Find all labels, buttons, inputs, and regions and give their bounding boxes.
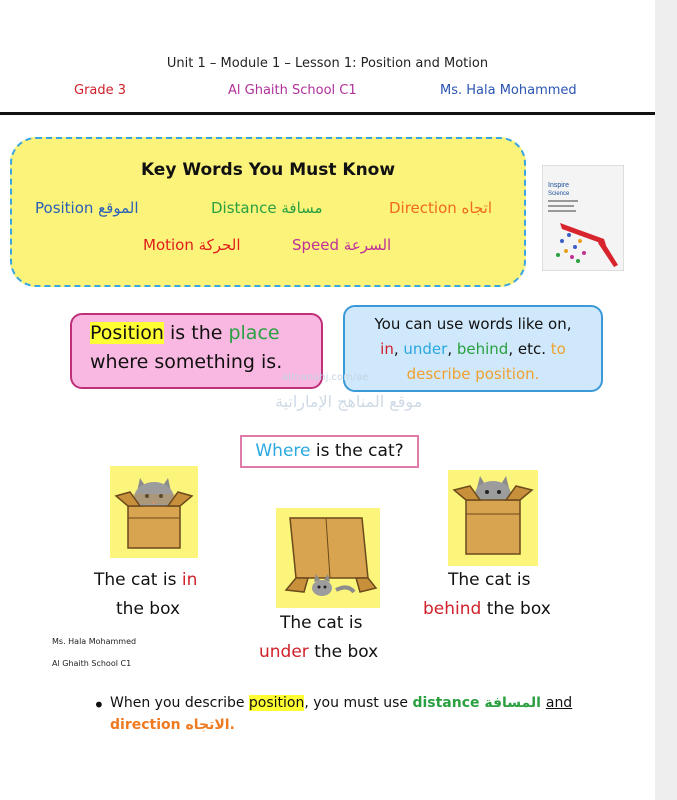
cat-behind-box-image: [448, 470, 538, 566]
signature-name: Ms. Hala Mohammed: [52, 637, 137, 646]
definition-is-the: is the: [163, 322, 229, 344]
definition-keyword: Position: [90, 322, 164, 344]
keyword-direction: Direction اتجاه: [389, 199, 493, 217]
caption-in-word: in: [181, 570, 198, 590]
bullet-point: •: [93, 693, 105, 717]
caption-in-start: The cat is: [94, 570, 182, 590]
header-divider: [0, 112, 655, 115]
question-text: [240, 441, 419, 461]
note-part1: When you describe: [110, 695, 249, 711]
signature-school: Al Ghaith School C1: [52, 659, 132, 668]
tip-word-under: under: [403, 340, 448, 358]
keyword-distance: Distance مسافة: [211, 199, 323, 217]
note-line-1: [110, 695, 572, 711]
grade-label: Grade 3: [74, 83, 127, 98]
note-direction-arabic: الاتجاه.: [180, 717, 235, 733]
note-distance-arabic: المسافة: [479, 695, 546, 711]
tip-line-3: describe position.: [406, 365, 540, 383]
tip-line-2: in, under, behind, etc. to: [380, 340, 566, 358]
definition-place: place: [228, 322, 280, 344]
tip-line-1: You can use words like on,: [374, 315, 572, 333]
right-margin-bar: [655, 0, 677, 800]
caption-in-line-2: the box: [116, 599, 181, 619]
book-brand: Inspire: [548, 182, 570, 189]
cat-in-box-image: [110, 466, 198, 558]
note-distance: distance: [412, 695, 480, 711]
caption-under-line-2: [259, 642, 378, 662]
note-and: and: [545, 695, 573, 711]
tip-word-in: in: [380, 340, 394, 358]
question-rest: is the cat?: [310, 441, 404, 461]
definition-line-2: where something is.: [90, 351, 283, 373]
book-subject: Science: [548, 191, 570, 197]
keyword-speed: Speed السرعة: [292, 236, 392, 254]
keyword-position: Position الموقع: [35, 199, 139, 217]
definition-line-1: [90, 322, 280, 344]
lesson-title: Unit 1 – Module 1 – Lesson 1: Position and Motion: [166, 56, 489, 71]
caption-behind-word: behind: [423, 599, 482, 619]
note-part2: , you must use: [304, 695, 413, 711]
caption-under-line-1: The cat is: [280, 613, 363, 633]
caption-behind-end: the box: [481, 599, 551, 619]
caption-behind-line-2: [423, 599, 551, 619]
watermark-url: almanahj.com/ae: [282, 372, 369, 383]
school-label: Al Ghaith School C1: [228, 83, 357, 98]
caption-behind-line-1: The cat is: [448, 570, 531, 590]
question-where: Where: [255, 441, 311, 461]
caption-under-end: the box: [308, 642, 379, 662]
tip-etc: , etc.: [508, 340, 546, 358]
key-words-title: Key Words You Must Know: [140, 160, 396, 180]
cat-under-box-image: [276, 508, 380, 608]
note-direction: direction: [110, 717, 181, 733]
note-position: position: [248, 695, 305, 711]
keyword-motion: Motion الحركة: [143, 236, 241, 254]
caption-under-word: under: [259, 642, 309, 662]
tip-word-behind: behind: [456, 340, 509, 358]
watermark-arabic: موقع المناهج الإماراتية: [275, 392, 423, 411]
note-line-2: [110, 717, 235, 733]
caption-in-line-1: [94, 570, 197, 590]
tip-to: to: [546, 340, 566, 358]
textbook-cover-image: [542, 165, 624, 271]
teacher-label: Ms. Hala Mohammed: [440, 83, 577, 98]
